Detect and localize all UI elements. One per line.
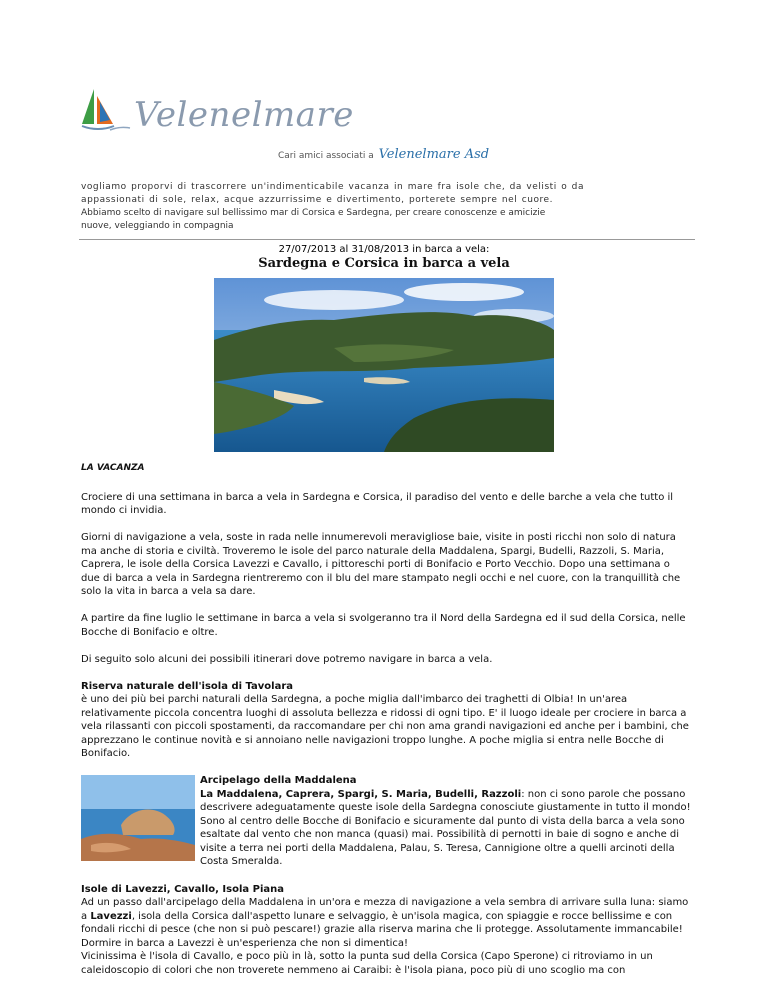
maddalena-body: : non ci sono parole che possano descrivere adeguatamente queste isole della Sardegna conosciute giustamente in tutto il mondo! Sono al centro delle Bocche di Bonifacio e sicuramente dal punto di vista della barca a vela sono esaltate dal vento che non manca (quasi) mai. Possibilità di pernotti in baie di sogno e anche di visite a terra nei porti della Maddalena, Palau, S. Teresa, Cannigione oltre a quelli arcinoti della Costa Smeralda. <box>200 788 691 867</box>
intro-line-3: Abbiamo scelto di navigare sul bellissimo mar di Corsica e Sardegna, per creare conoscenze e amicizie <box>81 208 546 218</box>
maddalena-section <box>81 774 691 869</box>
tavolara-heading: Riserva naturale dell'isola di Tavolara <box>81 680 294 692</box>
divider <box>79 239 695 240</box>
trip-dates: 27/07/2013 al 31/08/2013 in barca a vela: <box>278 244 490 255</box>
greeting-prefix: Cari amici associati a <box>278 151 374 161</box>
logo <box>80 86 354 134</box>
intro-line-1: vogliamo proporvi di trascorrere un'indimenticabile vacanza in mare fra isole che, da velisti o da <box>81 182 585 192</box>
vacanza-paragraph-2: Giorni di navigazione a vela, soste in rada nelle innumerevoli meravigliose baie, visite in posti ricchi non solo di natura ma anche di storia e civiltà. Troveremo le isole del parco naturale della Maddalena, Spargi, Budelli, Razzoli, S. Maria, Caprera, le isole della Corsica Lavezzi e Cavallo, i pittoreschi porti di Bonifacio e Porto Vecchio. Dopo una settimana o due di barca a vela in Sardegna rientreremo con il blu del mare stampato negli occhi e nel cuore, con la tranquillità che solo la vita in barca a vela sa dare. <box>81 532 681 597</box>
greeting <box>278 147 489 162</box>
lavezzi-body-3: Vicinissima è l'isola di Cavallo, e poco più in là, sotto la punta sud della Corsica (Capo Sperone) ci ritroviamo in un caleidoscopio di colori che non troverete nemmeno ai Caraibi: è l'isola piana, poco più di uno scoglio ma con <box>81 951 653 976</box>
sailboat-logo-icon <box>80 86 132 134</box>
maddalena-rocks-photo <box>81 775 195 861</box>
greeting-brand: Velenelmare Asd <box>378 147 490 162</box>
intro-line-4: nuove, veleggiando in compagnia <box>81 221 234 231</box>
tavolara-body: è uno dei più bei parchi naturali della Sardegna, a poche miglia dall'imbarco dei traghetti di Olbia! In un'area relativamente piccola concentra luoghi di assoluta bellezza e ridossi di ogni tipo. E' il luogo ideale per crociere in barca a vela rilassanti con piccoli spostamenti, da raccomandare per chi non ama grandi navigazioni ed anche per i bambini, che apprezzano le continue novità e si annoiano nelle navigazioni troppo lunghe. A poche miglia si entra nelle Bocche di Bonifacio. <box>81 694 689 759</box>
lavezzi-body-1: Ad un passo dall'arcipelago della Maddalena in un'ora e mezza di navigazione a vela sembra di arrivare sulla luna: siamo a <box>81 897 689 922</box>
lavezzi-section <box>81 883 691 978</box>
intro-line-2: appassionati di sole, relax, acque azzurrissime e divertimento, porterete sempre nel cuore. <box>81 195 554 205</box>
logo-text: Velenelmare <box>134 95 354 135</box>
lavezzi-body-2: , isola della Corsica dall'aspetto lunare e selvaggio, è un'isola magica, con spiaggie e rocce bellissime e con fondali ricchi di pesce (che non si può pescare!) grazie alla riserva marina che li protegge. Assolutamente immancabile! Dormire in barca a Lavezzi è un'esperienza che non si dimentica! <box>81 910 683 949</box>
lavezzi-bold: Lavezzi <box>90 910 132 922</box>
lavezzi-heading: Isole di Lavezzi, Cavallo, Isola Piana <box>81 883 285 895</box>
maddalena-islands: La Maddalena, Caprera, Spargi, S. Maria, Budelli, Razzoli <box>200 788 522 800</box>
vacanza-paragraph-1: Crociere di una settimana in barca a vela in Sardegna e Corsica, il paradiso del vento e delle barche a vela che tutto il mondo ci invidia. <box>81 491 674 516</box>
tavolara-section <box>81 680 691 761</box>
section-heading-vacanza: LA VACANZA <box>81 463 145 473</box>
main-content <box>81 462 691 991</box>
maddalena-heading: Arcipelago della Maddalena <box>200 775 357 786</box>
hero-coast-photo <box>214 278 554 452</box>
vacanza-paragraph-3: A partire da fine luglio le settimane in barca a vela si svolgeranno tra il Nord della Sardegna ed il sud della Corsica, nelle Bocche di Bonifacio e oltre. <box>81 613 686 638</box>
intro-paragraph <box>81 181 683 233</box>
vacanza-paragraph-4: Di seguito solo alcuni dei possibili itinerari dove potremo navigare in barca a vela. <box>81 653 493 665</box>
trip-title: Sardegna e Corsica in barca a vela <box>258 256 510 271</box>
